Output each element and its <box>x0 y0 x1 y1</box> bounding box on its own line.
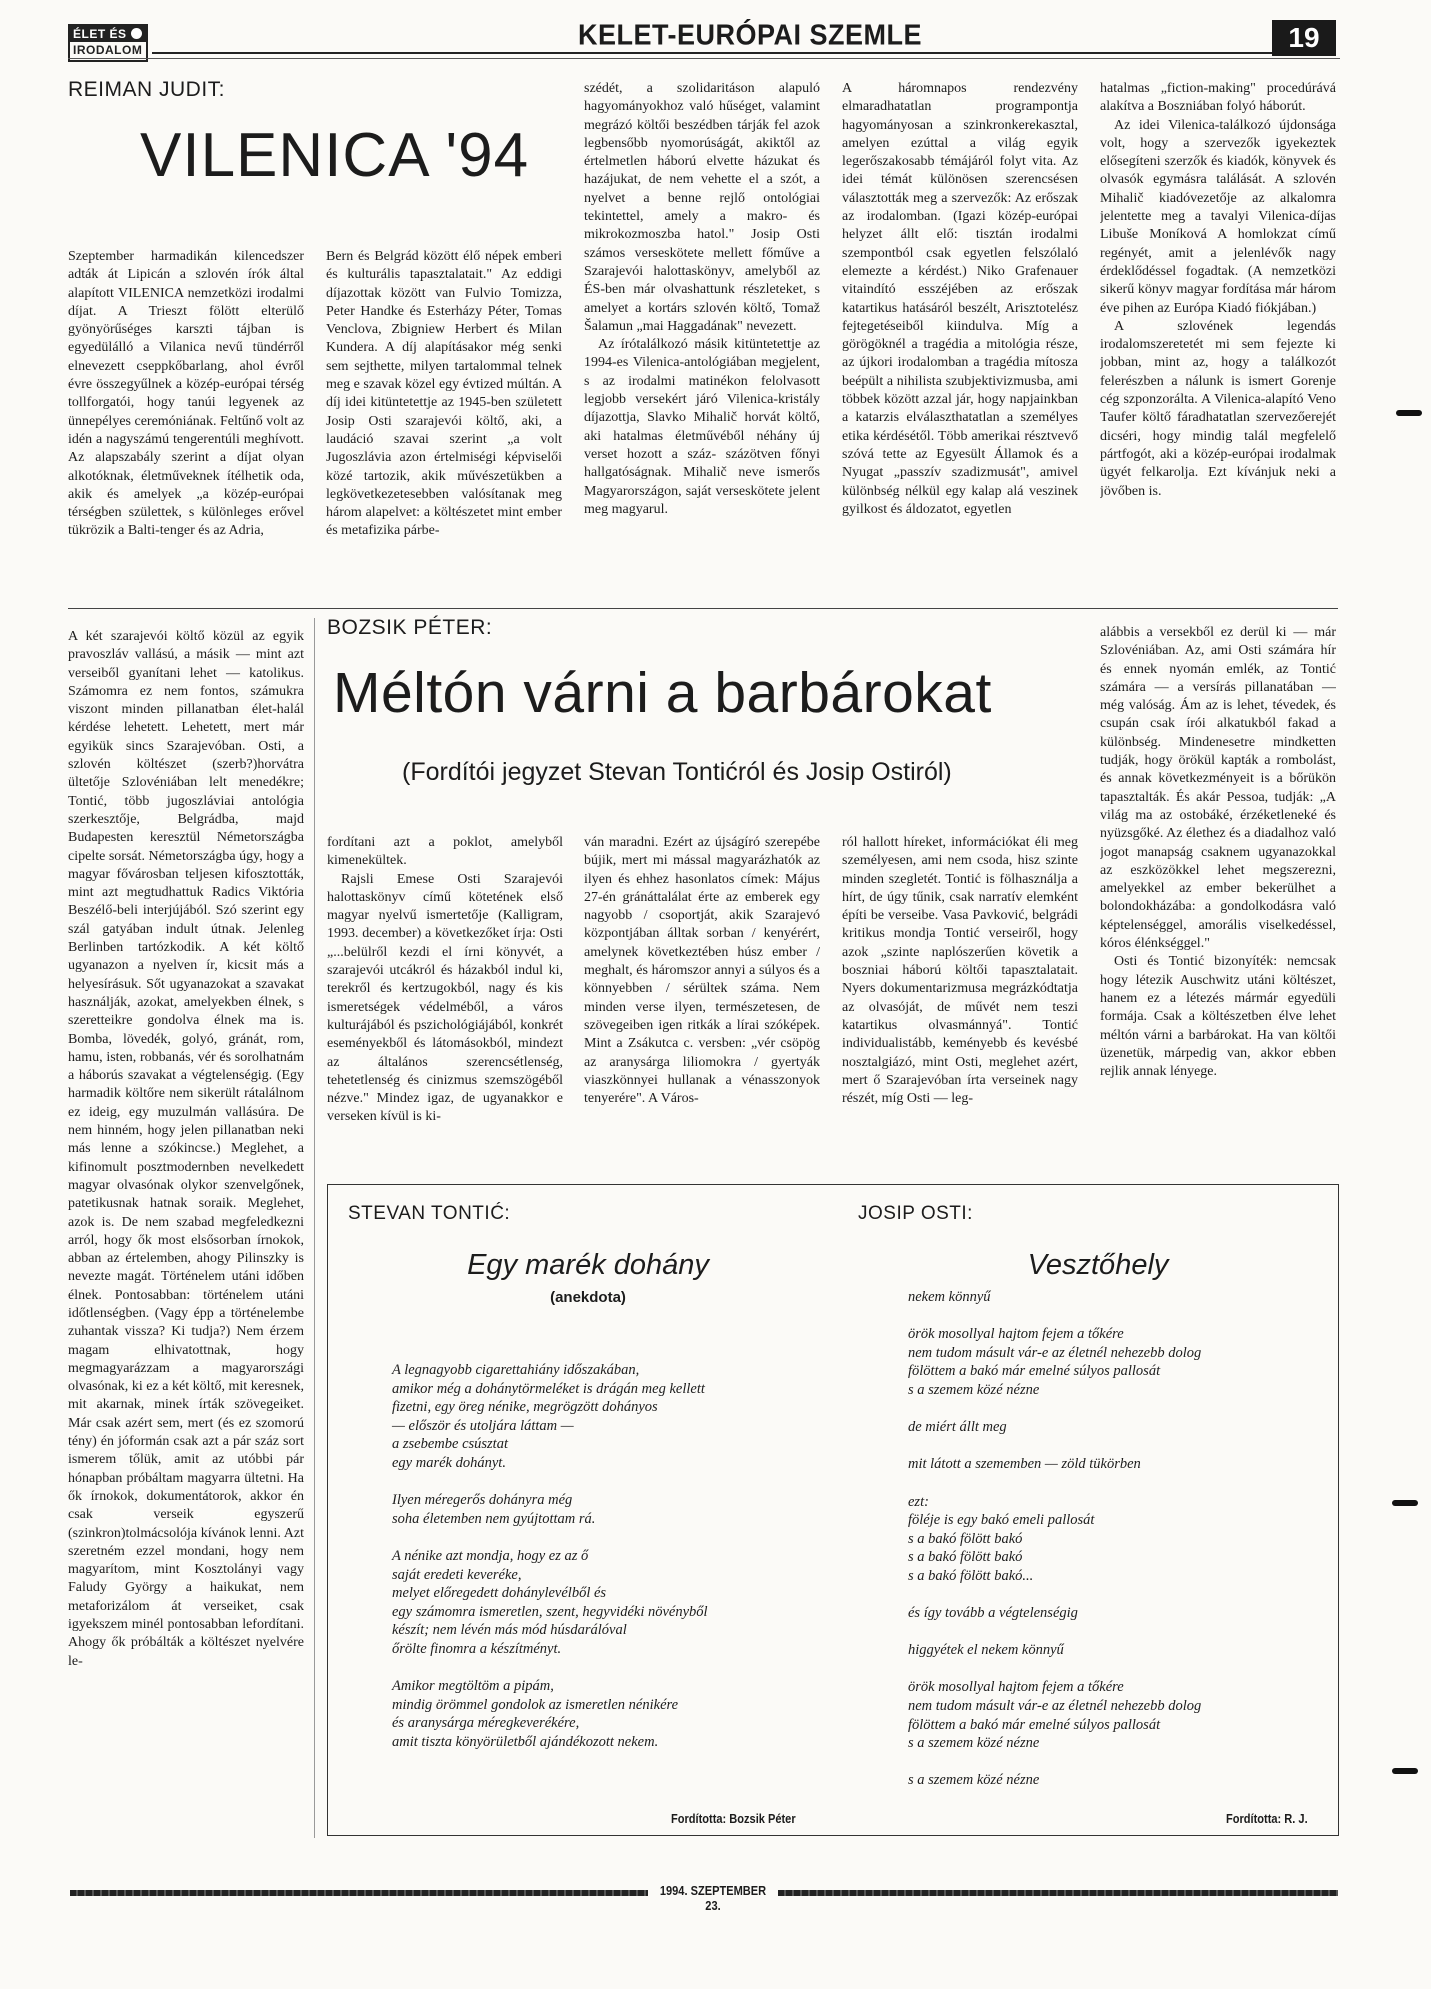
binding-mark <box>1392 1500 1418 1506</box>
poem-line: amikor még a dohánytörmeléket is drágán meg kellett <box>392 1380 705 1397</box>
poem-line: amit tiszta könyörületből ajándékozott nekem. <box>392 1733 659 1750</box>
poems-box <box>327 1184 1339 1836</box>
stanza <box>908 1771 1328 1790</box>
page-number: 19 <box>1272 20 1336 56</box>
stanza <box>908 1604 1328 1623</box>
poem-line: s a szemem közé nézne <box>908 1772 1040 1789</box>
poem-line: higgyétek el nekem könnyű <box>908 1642 1064 1659</box>
stanza <box>392 1547 832 1659</box>
poem-line: s a szemem közé nézne <box>908 1735 1040 1752</box>
paragraph: ról hallott híreket, információkat éli meg személyesen, ami nem csoda, hisz szinte minden szegletét. Tontić is fölhasználja a hírt, de úgy tűnik, csak narratív elemként építi be verseibe. Vasa Pavković, belgrádi kritikus mondja Tontić verseiről, hogy azok „szinte naplószerűen követik a boszniai háború költői tapasztalatait. Nyers dokumentarizmusa megrázkódtatja az olvasóját, de művét nem teszi katartikus olvasmánnyá". Tontić individualistább, keményebb és kevésbé nosztalgiázó, mint Osti, meglehet azért, mert ő Szarajevóban írta verseinek nagy részét, míg Osti — leg- <box>842 835 1078 1107</box>
poet-name-osti: JOSIP OSTI: <box>858 1203 973 1224</box>
logo-line-2: IRODALOM <box>73 43 143 57</box>
poem-line: nem tudom másult vár-e az életnél nehezebb dolog <box>908 1698 1202 1715</box>
poet-name-tontic: STEVAN TONTIĆ: <box>348 1203 511 1224</box>
footer-rule-left <box>70 1890 648 1896</box>
article1-author: REIMAN JUDIT: <box>68 78 226 101</box>
publication-logo <box>68 24 148 62</box>
stanza <box>908 1493 1328 1586</box>
paragraph: Rajsli Emese Osti Szarajevói halottaskönyv című kötetének első magyar nyelvű ismertetője (Kalligram, 1993. december) a következőket írja: Osti „...belülről kezdi el írni könyvét, a szarajevói utcákról és házakból indul ki, terekről és kertzugokból, nagy és kis ismeretségek védelméből, a város kulturájából és pszichológiájából, konkrét eseményekből és látomásokból, mindezt az általános szerencsétlenség, tehetetlenség és cinizmus szemszögéből nézve." Mindez igaz, de ugyanakkor e verseken kívül is ki- <box>327 871 563 1125</box>
poem-line: fizetni, egy öreg nénike, megrögzött dohányos <box>392 1399 658 1416</box>
poem-line: nem tudom másult vár-e az életnél nehezebb dolog <box>908 1344 1202 1361</box>
paragraph: A két szarajevói költő közül az egyik pravoszláv vallású, a másik — mint azt verseiből gyanítani lehet — katolikus. Számomra ez nem fontos, számukra viszont minden pillanatban élet-halál kérdése lehetett. Lehetett, mert már egyikük sincs Szarajevóban. Osti, a szlovén költészet (szerb?)horvátra ültetője Szlovéniában lelt menedékre; Tontić, több jugoszláviai antológia szerkesztője, Belgrádba, majd Budapesten keresztül Németországba cipelte sorsát. Németországba úgy, hogy a magyar fővárosban teljesen kifosztották, mint azt megtudhattuk Radics Viktória Beszélő-beli interjújából. Szó szerint egy szál gatyában indult útnak. Jelenleg Berlinben tartózkodik. A két költő ugyanazon a nyelven ír, kicsit más a helyesírásuk. Sőt ugyanazokat a szavakat használják, azokat, amelyekben élnek, s szeretteikre gondolva élnek ma is. Bomba, lövedék, golyó, gránát, rom, hamu, isten, robbanás, vér és sorolhatnám a háborús szavakat a végtelenségig. (Egy harmadik költőre nem sikerült rátalálnom ez ideig, egy muzulmán vallásúra. De nem hinném, hogy jelen pillanatban neki más lenne a szókincse.) Meglehet, a kifinomult posztmodernben nevelkedett magyar olvasónak olykor szenvelgőnek, patetikusnak hatnak soraik. Meglehet, azok is. De nem szabad megfeledkezni arról, hogy ők most elsősorban írnokok, abban az értelemben, ahogy Pilinszky is nevezte magát. Történelem utáni időben élnek. Pontosabban: történelem utáni időtlenségben. (Vagy épp a történelembe zuhantak vissza? Ki tudja?) Nem érzem magam elhivatottnak, hogy megmagyarázzam a magyarországi olvasónak, ki ez a két költő, mit keresnek, mit akarnak, minek írták szövegeiket. Már csak azért sem, mert (és ez szomorú tény) én jóformán csak azt a pár száz sort ismerem tőlük, amit az utóbbi pár hónapban próbáltam magyarra ültetni. Ha ők írnokok, dokumentátorok, akkor én csak verseik egyszerű (szinkron)tolmácsolója kívánok lenni. Azt szeretném ezzel mondani, hogy nem magyarítom, mint Kosztolányi vagy Faludy György a haikukat, nem metaforizálom át verseiket, csak igyekszem minél pontosabban lefordítani. Ahogy ők próbálták a költészet nyelvére le- <box>68 629 304 1669</box>
article2-author: BOZSIK PÉTER: <box>327 616 493 639</box>
article1-column-4 <box>842 80 1078 598</box>
stanza <box>908 1455 1328 1474</box>
column-separator <box>314 618 315 1838</box>
poem-text-osti <box>908 1288 1328 1809</box>
header-rule-thin <box>68 58 1340 59</box>
poem-line: s a bakó fölött bakó <box>908 1549 1023 1566</box>
article1-title: VILENICA '94 <box>140 121 530 190</box>
poem-line: mindig örömmel gondolok az ismeretlen nénikére <box>392 1696 679 1713</box>
stanza <box>908 1418 1328 1437</box>
article2-column-4 <box>842 834 1078 1160</box>
poem-line: s a bakó fölött bakó... <box>908 1567 1034 1584</box>
paragraph: Osti és Tontić bizonyíték: nemcsak hogy létezik Auschwitz utáni költészet, hanem ez a létezés mármár egyedüli formája. Csak a költészetben élve lehet méltón várni a barbárokat. Ha van költői üzenetük, márpedig van, akkor ebben rejlik annak lényege. <box>1100 954 1336 1080</box>
poem-line: fölöttem a bakó már emelné súlyos pallosát <box>908 1716 1161 1733</box>
poem-line: soha életemben nem gyújtottam rá. <box>392 1510 596 1527</box>
poem-line: — először és utoljára láttam — <box>392 1417 574 1434</box>
logo-dot-icon <box>131 28 142 39</box>
article1-column-2 <box>326 248 562 598</box>
stanza <box>392 1677 832 1751</box>
article2-title: Méltón várni a barbárokat <box>333 661 992 725</box>
poem-title-vesztohely: Vesztőhely <box>1027 1249 1169 1281</box>
poem-line: A nénike azt mondja, hogy ez az ő <box>392 1547 589 1564</box>
article2-column-3 <box>584 834 820 1160</box>
article-separator <box>68 608 1338 609</box>
article2-column-1 <box>68 628 304 1843</box>
poem-line: őrölte finomra a készítményt. <box>392 1640 562 1657</box>
paragraph: Bern és Belgrád között élő népek emberi és kulturális tapasztalatait." Az eddigi díjazottak között van Fulvio Tomizza, Peter Handke és Esterházy Péter, Tomas Venclova, Zbigniew Herbert és Milan Kundera. A díj alapításakor még senki sem sejthette, milyen tartalommal telnek meg e szavak közel egy évtized múltán. A díj idei kitüntetettje az 1945-ben született Josip Osti szarajevói költő, aki, a laudáció szavai szerint „a volt Jugoszlávia azon értelmiségi képviselői közé tartozik, akik művészetükben a legkövetkezetesebben valósítanak meg három alapelvet: a költészetet mint ember és metafizika párbe- <box>326 249 562 539</box>
poem-line: a zsebembe csúsztat <box>392 1436 508 1453</box>
article1-column-5 <box>1100 80 1336 598</box>
poem-line: s a bakó fölött bakó <box>908 1530 1023 1547</box>
poem-line: saját eredeti keveréke, <box>392 1566 522 1583</box>
stanza <box>392 1361 832 1473</box>
poem-subtitle-anekdota: (anekdota) <box>550 1289 626 1306</box>
stanza <box>908 1288 1328 1307</box>
poem-line: és aranysárga méregkeverékére, <box>392 1715 580 1732</box>
binding-mark <box>1392 1768 1418 1774</box>
poem-line: készít; nem lévén más mód húsdarálóval <box>392 1622 627 1639</box>
poem-line: egy marék dohányt. <box>392 1454 506 1471</box>
paragraph: A háromnapos rendezvény elmaradhatatlan programpontja hagyományosan a szinkronkerekasztal, amelyen ezúttal a világ egyik legerőszakosabb témájáról folyt vita. Az idei témát különösen szerencsésen választották meg a szervezők: Az erőszak az irodalomban. (Igazi közép-európai helyzet állt elő: tisztán irodalmi szempontból csak egyetlen felszólaló elemezte a kérdést.) Niko Grafenauer vitaindító esszéjében az erőszak katartikus hatásáról beszélt, Arisztotelész fejtegetéseiből kiindulva. Míg a görögöknél a tragédia a mitológia része, az újkori irodalomban a tragédia mítosza beépült a nihilista szubjektivizmusba, ami többek között azzal jár, hogy napjainkban a katarzis elválaszthatatlan a személyes etika kérdésétől. Több amerikai résztvevő szóvá tette az Egyesült Államok és a Nyugat „passzív szadizmusát", amivel különbség nélkül egy kalap alá veszinek gyilkost és áldozatot, egyetlen <box>842 81 1078 517</box>
paragraph: alábbis a versekből ez derül ki — már Szlovéniában. Az, ami Osti számára hír és ennek nyomán emlék, az Tontić számára — a versírás pillanatában — még valóság. Ám az is lehet, tévedek, és csupán csak írói alkatukból fakad a különbség. Mindenesetre mindketten tudják, hogy örökül kapták a rombolást, és annak következményeit is a bőrükön tapasztalták. És akár Pessoa, tudják: „A világ ma az ostobáké, érzéketleneké és nyüzsgőké. Az élethez és a diadalhoz való jogot manapság csaknem ugyanazokkal az eszközökkel lehet megszerezni, amelyekkel az ember bekerülhet a bolondokházába: a gondolkodásra való képtelenséggel, amorális viselkedéssel, kóros élénkséggel." <box>1100 625 1336 952</box>
article2-column-5 <box>1100 624 1336 1160</box>
poem-line: Ilyen méregerős dohányra még <box>392 1492 573 1509</box>
stanza <box>908 1641 1328 1660</box>
poem-line: melyet előregedett dohánylevélből és <box>392 1585 607 1602</box>
footer-rule-right <box>778 1890 1338 1896</box>
poem-line: örök mosollyal hajtom fejem a tőkére <box>908 1326 1124 1343</box>
poem-text-tontic <box>392 1361 832 1770</box>
issue-date: 1994. SZEPTEMBER 23. <box>659 1883 767 1913</box>
header-rule <box>152 52 1272 54</box>
stanza <box>392 1491 832 1528</box>
stanza <box>908 1325 1328 1399</box>
poem-line: fölöttem a bakó már emelné súlyos pallosát <box>908 1363 1161 1380</box>
paragraph: fordítani azt a poklot, amelyből kimenekültek. <box>327 835 563 869</box>
poem-line: örök mosollyal hajtom fejem a tőkére <box>908 1679 1124 1696</box>
poem-line: mit látott a szememben — zöld tükörben <box>908 1456 1141 1473</box>
poem-line: de miért állt meg <box>908 1419 1007 1436</box>
poem-line: egy számomra ismeretlen, szent, hegyvidéki növényből <box>392 1603 708 1620</box>
poem-line: A legnagyobb cigarettahiány időszakában, <box>392 1362 640 1378</box>
binding-mark <box>1396 410 1422 416</box>
article2-subtitle: (Fordítói jegyzet Stevan Tontićról és Josip Ostiról) <box>402 758 952 786</box>
poem-line: Amikor megtöltöm a pipám, <box>392 1678 554 1695</box>
poem-line: ezt: <box>908 1493 929 1510</box>
poem-line: s a szemem közé nézne <box>908 1381 1040 1398</box>
paragraph: szédét, a szolidaritáson alapuló hagyományokhoz való hűséget, valamint megrázó költői beszédben tárják fel azok legbensőbb nyomorúságát, akiktől az értelmetlen háború elvette házukat és hazájukat, de nem vehette el a szót, a nyelvet a benne rejlő ontológiai tekintettel, amely a makro- és mikrokozmoszba hatol." Josip Osti számos verseskötete mellett főműve a Szarajevói halottaskönyv, amelyből az ÉS-ben már olvashattunk részleteket, s amelyet a kortárs szlovén költő, Tomaž Šalamun „mai Haggadának" nevezett. <box>584 81 820 334</box>
stanza <box>908 1678 1328 1752</box>
paragraph: ván maradni. Ezért az újságíró szerepébe bújik, mert mi mással magyarázhatók az ilyen és ehhez hasonlatos címek: Május 27-én gránáttalálat érte az emberek egy nagyobb / csoportját, akik Szarajevó központjában álltak sorban / kenyérért, amelynek következtében húsz ember / meghalt, és háromszor annyi a súlyos és a könnyebben / sérültek száma. Nem minden verse ilyen, természetesen, de szövegeiben igen ritkák a lírai szóképek. Mint a Zsákutca c. versben: „vér csöpög az aranysárga liliomokra / gyertyák viaszkönnyei hullanak a vénasszonyok tenyerére". A Város- <box>584 835 820 1107</box>
poem-line: föléje is egy bakó emeli pallosát <box>908 1512 1095 1529</box>
poem-title-egy-marek-dohany: Egy marék dohány <box>467 1249 709 1281</box>
article1-column-1 <box>68 248 304 598</box>
article2-column-2 <box>327 834 563 1160</box>
logo-line-1: ÉLET ÉS <box>70 26 146 42</box>
translator-credit-left: Fordította: Bozsik Péter <box>671 1811 796 1826</box>
paragraph: hatalmas „fiction-making" procedúrává alakítva a Boszniában folyó háborút. <box>1100 81 1336 115</box>
paragraph: A szlovének legendás irodalomszeretetét mi sem fejezte ki jobban, mint az, hogy a találkozót felerészben a nálunk is ismert Gorenje cég szponzorálta. A Vilenica-alapító Veno Taufer költő fáradhatatlan szervezőerejét dicséri, hogy mindig talál megfelelő pártfogót, aki a közép-európai irodalmak ügyét felkarolja. Ezt kívánjuk neki a jövőben is. <box>1100 318 1336 499</box>
paragraph: Az idei Vilenica-találkozó újdonsága volt, hogy a szervezők igyekeztek elősegíteni szerzők és kiadók, könyvek és olvasók egymásra találását. A szlovén Mihalič kiadóvezetője az alkalomra jelentette meg a tavalyi Vilenica-díjas Libuše Moníková A homlokzat című regényét, amit a jelenlévők nagy érdeklődéssel fogadtak. (A nemzetközi sikerű könyv magyar fordítása már három éve pihen az Európa Kiadó fiókjában.) <box>1100 117 1336 316</box>
poem-line: és így tovább a végtelenségig <box>908 1605 1078 1622</box>
article1-column-3 <box>584 80 820 598</box>
section-title: KELET-EURÓPAI SZEMLE <box>577 19 923 51</box>
poem-line: nekem könnyű <box>908 1289 991 1305</box>
paragraph: Szeptember harmadikán kilencedszer adták át Lipicán a szlovén írók által alapított VILENICA nemzetközi irodalmi díjat. A Trieszt fölött elterülő gyönyörűséges karszti tájban is egyedülálló a Vilanica nevű tündérről elnevezett cseppkőbarlang, ahol évről évre összegyűlnek a közép-európai térség tollforgatói, hogy tanúi legyenek az ünnepélyes ceremóniának. Feltűnő volt az idén a nagyszámú tengerentúli meghívott. Az alapszabály szerint a díjat olyan alkotóknak, életműveknek ítélhetik oda, akik és amelyek „a közép-európai térségben születtek, s különleges erővel tükrözik a Balti-tenger és az Adria, <box>68 249 304 539</box>
paragraph: Az írótalálkozó másik kitüntetettje az 1994-es Vilenica-antológiában megjelent, s az irodalmi matinékon felolvasott legjobb versekért járó Vilenica-kristály díjazottja, Slavko Mihalič horvát költő, aki hatalmas életművéből néhány új verset hozott a száz- százötven főnyi hallgatóságnak. Mihalič neve ismerős Magyarországon, saját verseskötete jelent meg magyarul. <box>584 337 820 517</box>
translator-credit-right: Fordította: R. J. <box>1226 1811 1308 1826</box>
